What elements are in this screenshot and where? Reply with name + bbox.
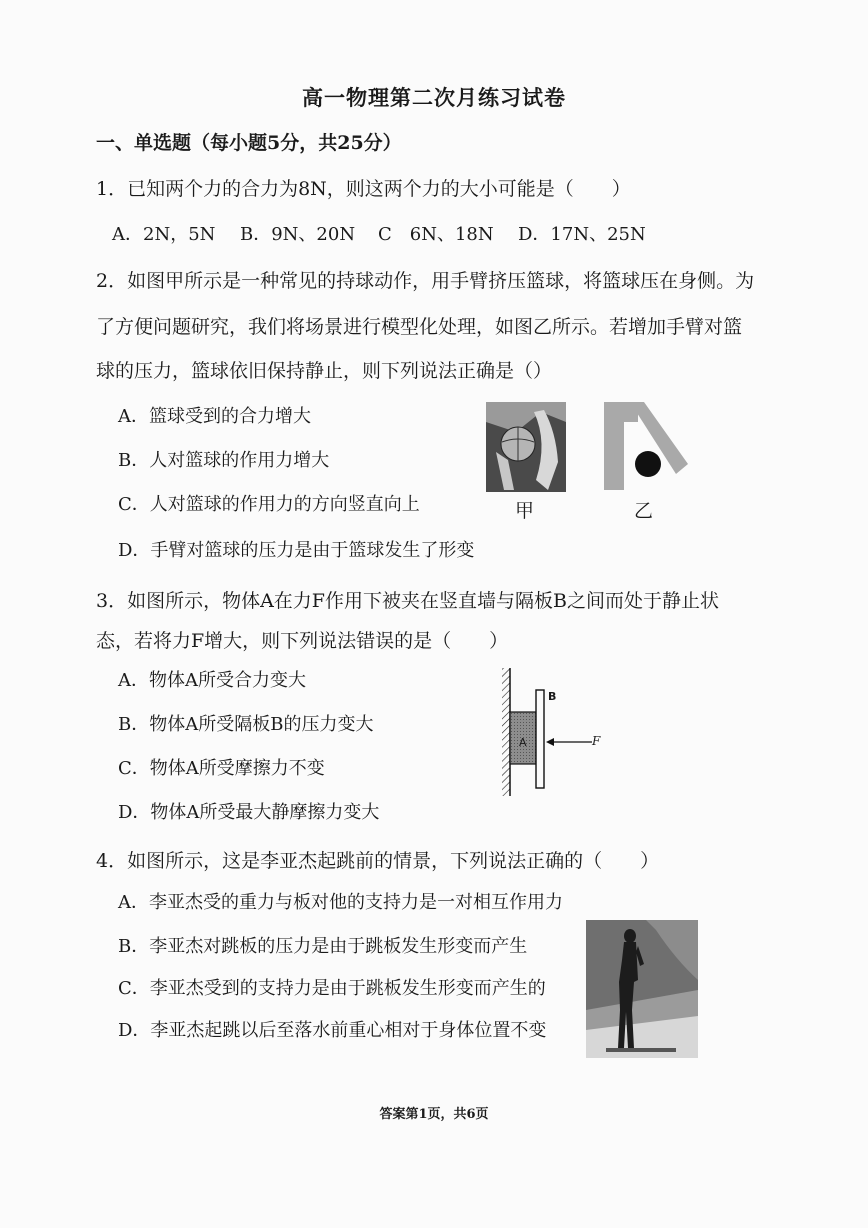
block-a-label: A — [519, 736, 527, 749]
q2-stem-line-2: 了方便问题研究，我们将场景进行模型化处理，如图乙所示。若增加手臂对篮 — [96, 316, 743, 338]
q2-option-d: D．手臂对篮球的压力是由于篮球发生了形变 — [118, 540, 475, 561]
q3-option-d: D．物体A所受最大静摩擦力变大 — [118, 802, 380, 823]
q3-stem-line-1: 3．如图所示，物体A在力F作用下被夹在竖直墙与隔板B之间而处于静止状 — [96, 590, 719, 612]
basketball-photo-figure — [486, 402, 566, 492]
figure-yi-label: 乙 — [634, 500, 654, 522]
q2-stem-line-3: 球的压力，篮球依旧保持静止，则下列说法正确是（） — [96, 360, 553, 382]
q4-option-a: A．李亚杰受的重力与板对他的支持力是一对相互作用力 — [118, 892, 563, 913]
q4-option-b: B．李亚杰对跳板的压力是由于跳板发生形变而产生 — [118, 936, 528, 957]
q1-option-a: A．2N，5N — [112, 224, 216, 245]
q1-option-b: B．9N、20N — [240, 224, 356, 245]
page-footer: 答案第1页，共6页 — [379, 1107, 489, 1122]
page-title: 高一物理第二次月练习试卷 — [302, 85, 566, 110]
q1-stem: 1．已知两个力的合力为8N，则这两个力的大小可能是（ ） — [96, 178, 631, 200]
q1-option-c: C 6N、18N — [378, 224, 494, 245]
q3-option-c: C．物体A所受摩擦力不变 — [118, 758, 325, 779]
plate-b-label: B — [548, 690, 557, 703]
q2-option-a: A．篮球受到的合力增大 — [118, 406, 311, 427]
q2-option-c: C．人对篮球的作用力的方向竖直向上 — [118, 494, 420, 515]
q1-options — [112, 220, 646, 246]
q2-option-b: B．人对篮球的作用力增大 — [118, 450, 330, 471]
wall-block-figure — [496, 668, 616, 798]
wall-hatching — [502, 668, 510, 796]
diver-photo-figure — [586, 920, 698, 1058]
q2-stem-line-1: 2．如图甲所示是一种常见的持球动作，用手臂挤压篮球，将篮球压在身侧。为 — [96, 270, 755, 292]
q4-stem: 4．如图所示，这是李亚杰起跳前的情景，下列说法正确的（ ） — [96, 850, 660, 872]
q3-option-b: B．物体A所受隔板B的压力变大 — [118, 714, 374, 735]
plate-b — [536, 690, 544, 788]
q4-option-c: C．李亚杰受到的支持力是由于跳板发生形变而产生的 — [118, 978, 546, 999]
q4-option-d: D．李亚杰起跳以后至落水前重心相对于身体位置不变 — [118, 1020, 547, 1041]
q3-option-a: A．物体A所受合力变大 — [118, 670, 306, 691]
q3-stem-line-2: 态，若将力F增大，则下列说法错误的是（ ） — [96, 630, 509, 652]
basketball-model-figure — [604, 402, 688, 494]
section-heading: 一、单选题（每小题5分，共25分） — [96, 132, 402, 154]
q1-option-d: D．17N、25N — [518, 224, 646, 245]
force-f-label: F — [592, 734, 601, 748]
figure-jia-label: 甲 — [515, 500, 535, 522]
